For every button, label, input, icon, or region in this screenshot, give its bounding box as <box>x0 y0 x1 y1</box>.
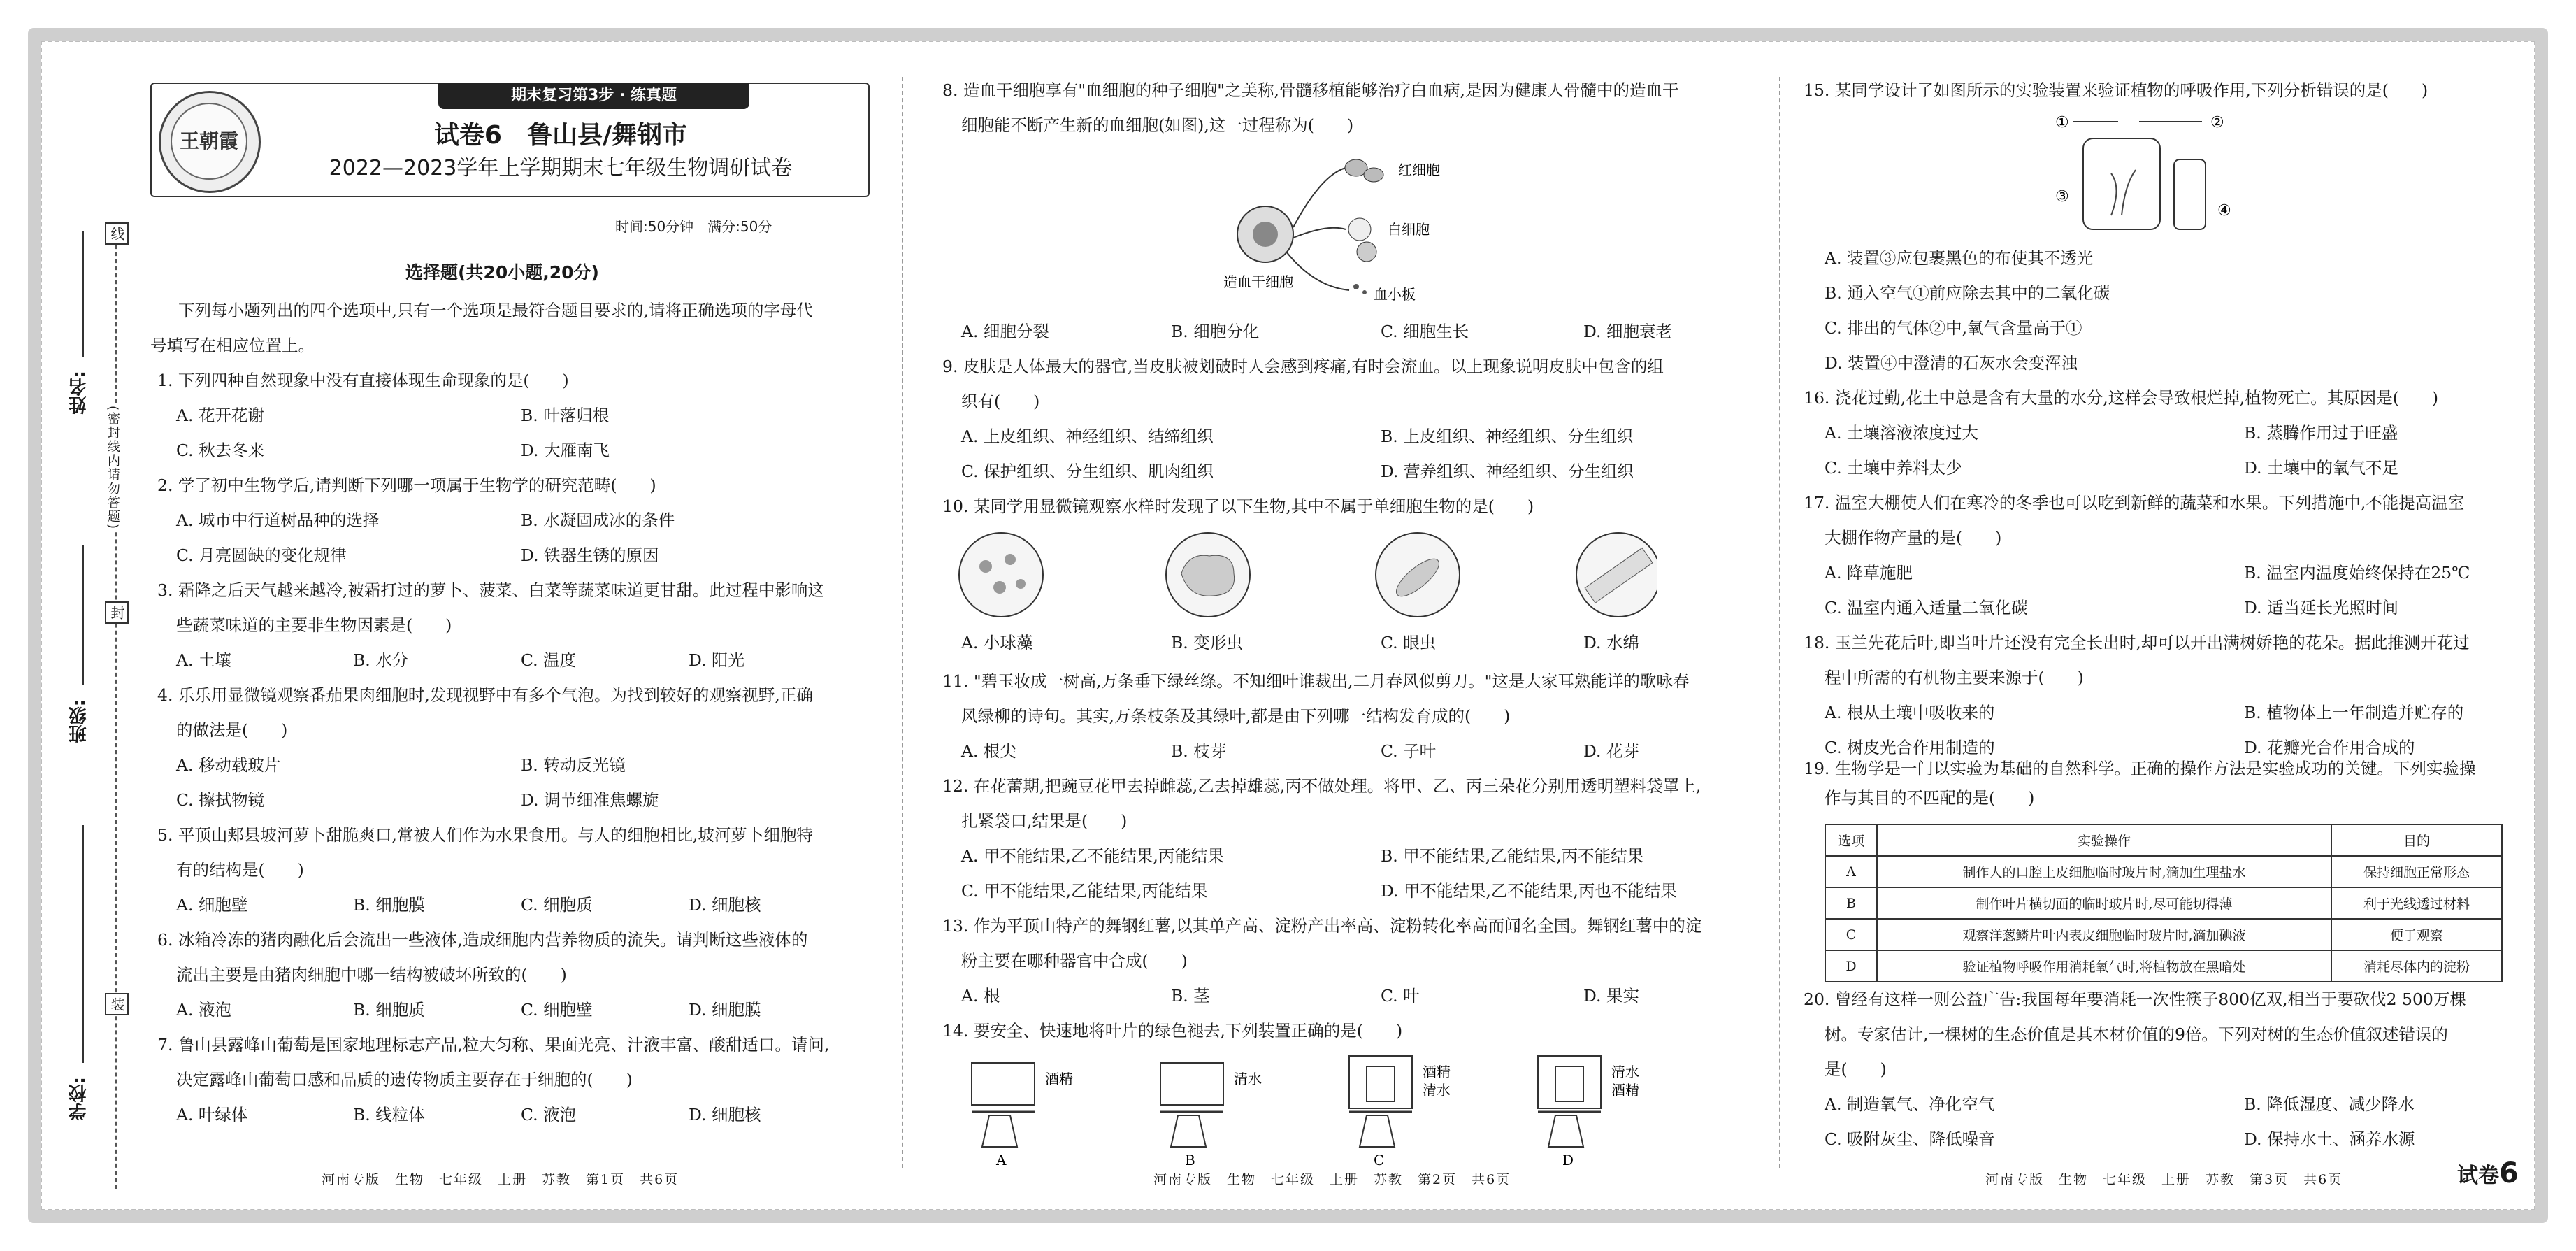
chlorella-cell-3 <box>993 581 1006 594</box>
q7-option-c[interactable]: C. 液泡 <box>521 1105 577 1124</box>
q13-stem-2: 粉主要在哪种器官中合成( ) <box>961 951 1188 971</box>
footer-page-2: 河南专版 生物 七年级 上册 苏教 第2页 共6页 <box>1153 1172 1511 1187</box>
line-tag: 线 <box>105 222 129 245</box>
paper-number <box>2457 1157 2519 1189</box>
q20-option-c[interactable]: C. 吸附灰尘、降低噪音 <box>1825 1129 1995 1149</box>
q4-option-b[interactable]: B. 转动反光镜 <box>521 755 626 775</box>
q17-stem-2: 大棚作物产量的是( ) <box>1825 528 2002 548</box>
q10-option-a[interactable]: A. 小球藻 <box>961 633 1033 652</box>
q3-option-b[interactable]: B. 水分 <box>353 650 409 670</box>
q8-label-rbc: 红细胞 <box>1398 162 1440 178</box>
q20-option-d[interactable]: D. 保持水土、涵养水源 <box>2244 1129 2415 1149</box>
platelet-shape-2 <box>1362 290 1367 294</box>
table-cell: 制作人的口腔上皮细胞临时玻片时,滴加生理盐水 <box>1877 856 2331 887</box>
q3-stem-1: 3. 霜降之后天气越来越冷,被霜打过的萝卜、菠菜、白菜等蔬菜味道更甘甜。此过程中影响这 <box>157 580 824 600</box>
q17-option-d[interactable]: D. 适当延长光照时间 <box>2244 598 2398 617</box>
q13-option-d[interactable]: D. 果实 <box>1583 986 1639 1006</box>
q1-option-b[interactable]: B. 叶落归根 <box>521 406 610 425</box>
q17-stem-1: 17. 温室大棚使人们在寒冷的冬季也可以吃到新鲜的蔬菜和水果。下列措施中,不能提高温室 <box>1804 493 2465 513</box>
q15-label-4: ④ <box>2217 202 2231 220</box>
q8-label-platelet: 血小板 <box>1374 286 1416 303</box>
q14-label-c2: 清水 <box>1423 1082 1451 1099</box>
seal-tag: 封 <box>105 601 129 624</box>
footer-page-1: 河南专版 生物 七年级 上册 苏教 第1页 共6页 <box>322 1172 679 1187</box>
q20-option-b[interactable]: B. 降低湿度、减少降水 <box>2244 1094 2415 1114</box>
apparatus-a <box>972 1063 1073 1168</box>
q13-option-c[interactable]: C. 叶 <box>1381 986 1420 1006</box>
q10-stem: 10. 某同学用显微镜观察水样时发现了以下生物,其中不属于单细胞生物的是( ) <box>942 496 1534 516</box>
q3-option-d[interactable]: D. 阳光 <box>689 650 744 670</box>
q11-stem-2: 风绿柳的诗句。其实,万条枝条及其绿叶,都是由下列哪一结构发育成的( ) <box>961 706 1511 726</box>
table-header-purpose: 目的 <box>2331 824 2502 856</box>
q13-option-b[interactable]: B. 茎 <box>1171 986 1210 1006</box>
table-row[interactable] <box>1825 856 2502 887</box>
q16-option-a[interactable]: A. 土壤溶液浓度过大 <box>1825 423 1978 443</box>
footer-page-3: 河南专版 生物 七年级 上册 苏教 第3页 共6页 <box>1985 1172 2343 1187</box>
q10-option-d[interactable]: D. 水绵 <box>1583 633 1639 652</box>
q10-option-b[interactable]: B. 变形虫 <box>1171 633 1243 652</box>
bind-tag: 装 <box>105 993 129 1015</box>
q2-stem: 2. 学了初中生物学后,请判断下列哪一项属于生物学的研究范畴( ) <box>157 476 656 495</box>
q4-option-c[interactable]: C. 擦拭物镜 <box>176 790 265 810</box>
q3-stem-2: 些蔬菜味道的主要非生物因素是( ) <box>176 615 452 635</box>
wbc-shape-1 <box>1348 218 1371 241</box>
brand-logo <box>159 91 261 193</box>
q14-label-a: 酒精 <box>1045 1071 1073 1087</box>
q17-option-c[interactable]: C. 温室内通入适量二氧化碳 <box>1825 598 2028 617</box>
burner-b <box>1171 1115 1206 1147</box>
chlorella-figure <box>959 533 1043 617</box>
q15-option-a[interactable]: A. 装置③应包裹黑色的布使其不透光 <box>1825 248 2094 268</box>
burner-a <box>982 1115 1017 1147</box>
q14-option-d[interactable]: D <box>1562 1152 1574 1168</box>
q7-stem-1: 7. 鲁山县露峰山葡萄是国家地理标志产品,粒大匀称、果面光亮、汁液丰富、酸甜适口。请问, <box>157 1035 830 1055</box>
wbc-shape-2 <box>1357 242 1376 262</box>
outer-beaker-c <box>1349 1056 1412 1108</box>
column-divider-1 <box>902 77 903 1168</box>
q9-option-a[interactable]: A. 上皮组织、神经组织、结缔组织 <box>961 427 1214 446</box>
q12-stem-2: 扎紧袋口,结果是( ) <box>961 811 1128 831</box>
q19-stem-2: 作与其目的不匹配的是( ) <box>1825 788 2035 808</box>
arrow-to-platelet <box>1286 252 1349 290</box>
q14-option-c[interactable]: C <box>1374 1152 1385 1168</box>
q9-stem-1: 9. 皮肤是人体最大的器官,当皮肤被划破时人会感到疼痛,有时会流血。以上现象说明皮肤中包含的组 <box>942 357 1664 376</box>
q11-stem-1: 11. "碧玉妆成一树高,万条垂下绿丝绦。不知细叶谁裁出,二月春风似剪刀。"这是大家耳熟能详的歌咏春 <box>942 671 1690 691</box>
q1-stem: 1. 下列四种自然现象中没有直接体现生命现象的是( ) <box>157 371 569 390</box>
q1-option-d[interactable]: D. 大雁南飞 <box>521 441 610 460</box>
q14-figures <box>958 1049 1678 1168</box>
burner-d <box>1548 1115 1583 1147</box>
q20-option-a[interactable]: A. 制造氧气、净化空气 <box>1825 1094 1995 1114</box>
paper-number-value: 6 <box>2499 1157 2519 1189</box>
q15-figure <box>2055 110 2265 243</box>
q6-option-c[interactable]: C. 细胞壁 <box>521 1000 593 1020</box>
name-underline[interactable] <box>82 231 85 357</box>
q15-option-b[interactable]: B. 通入空气①前应除去其中的二氧化碳 <box>1825 283 2110 303</box>
table-cell: 利于光线透过材料 <box>2331 887 2502 919</box>
q8-stem-1: 8. 造血干细胞享有"血细胞的种子细胞"之美称,骨髓移植能够治疗白血病,是因为健康人骨髓中的造血干 <box>942 80 1679 100</box>
q7-option-d[interactable]: D. 细胞核 <box>689 1105 761 1124</box>
q6-stem-1: 6. 冰箱冷冻的猪肉融化后会流出一些液体,造成细胞内营养物质的流失。请判断这些液体的 <box>157 930 808 950</box>
q18-stem-1: 18. 玉兰先花后叶,即当叶片还没有完全长出时,却可以开出满树娇艳的花朵。据此推测开花过 <box>1804 633 2470 652</box>
chlorella-cell-4 <box>1016 579 1026 589</box>
chlorella-cell-2 <box>1005 554 1016 565</box>
q2-option-d[interactable]: D. 铁器生锈的原因 <box>521 545 659 565</box>
q4-option-a[interactable]: A. 移动载玻片 <box>176 755 281 775</box>
q8-stem-2: 细胞能不断产生新的血细胞(如图),这一过程称为( ) <box>961 115 1354 135</box>
name-label: 姓名: <box>69 371 89 415</box>
q13-option-a[interactable]: A. 根 <box>961 986 1000 1006</box>
q8-label-wbc: 白细胞 <box>1388 221 1430 238</box>
q8-label-stem-cell: 造血干细胞 <box>1223 273 1293 290</box>
q15-label-3: ③ <box>2055 188 2069 206</box>
q14-label-c1: 酒精 <box>1423 1064 1451 1080</box>
table-cell: C <box>1825 919 1877 950</box>
q14-stem: 14. 要安全、快速地将叶片的绿色褪去,下列装置正确的是( ) <box>942 1021 1403 1041</box>
table-header-option: 选项 <box>1825 824 1877 856</box>
q18-stem-2: 程中所需的有机物主要来源于( ) <box>1825 668 2084 687</box>
q5-stem-1: 5. 平顶山郏县坡河萝卜甜脆爽口,常被人们作为水果食用。与人的细胞相比,坡河萝卜细胞特 <box>157 825 813 845</box>
table-cell: 消耗尽体内的淀粉 <box>2331 950 2502 982</box>
table-cell: 保持细胞正常形态 <box>2331 856 2502 887</box>
q12-stem-1: 12. 在花蕾期,把豌豆花甲去掉雌蕊,乙去掉雄蕊,丙不做处理。将甲、乙、丙三朵花分别用透明塑料袋罩上, <box>942 776 1701 796</box>
q4-stem-2: 的做法是( ) <box>176 720 288 740</box>
q18-option-d[interactable]: D. 花瓣光合作用合成的 <box>2244 738 2415 757</box>
burner-c <box>1360 1115 1395 1147</box>
intro-line-1: 下列每小题列出的四个选项中,只有一个选项是最符合题目要求的,请将正确选项的字母代 <box>178 301 813 320</box>
q18-option-c[interactable]: C. 树皮光合作用制造的 <box>1825 738 1995 757</box>
lime-water-bottle <box>2174 159 2206 229</box>
q1-option-a[interactable]: A. 花开花谢 <box>176 406 264 425</box>
q7-option-b[interactable]: B. 线粒体 <box>353 1105 425 1124</box>
stem-cell-nucleus <box>1253 222 1278 247</box>
q12-option-c[interactable]: C. 甲不能结果,乙能结果,丙能结果 <box>961 881 1208 901</box>
logo-text: 王朝霞 <box>171 103 247 180</box>
chlorella-cell-1 <box>979 560 992 573</box>
q8-option-d[interactable]: D. 细胞衰老 <box>1583 322 1672 341</box>
q7-option-a[interactable]: A. 叶绿体 <box>176 1105 248 1124</box>
q9-option-c[interactable]: C. 保护组织、分生组织、肌肉组织 <box>961 462 1214 481</box>
class-label: 班级: <box>69 699 89 743</box>
q2-option-a[interactable]: A. 城市中行道树品种的选择 <box>176 510 380 530</box>
rbc-shape-2 <box>1364 168 1383 182</box>
q7-stem-2: 决定露峰山葡萄口感和品质的遗传物质主要存在于细胞的( ) <box>176 1070 633 1089</box>
q6-option-a[interactable]: A. 液泡 <box>176 1000 231 1020</box>
q6-option-d[interactable]: D. 细胞膜 <box>689 1000 761 1020</box>
q5-option-b[interactable]: B. 细胞膜 <box>353 895 425 915</box>
q11-option-c[interactable]: C. 子叶 <box>1381 741 1437 761</box>
q9-stem-2: 织有( ) <box>961 392 1040 411</box>
table-row[interactable] <box>1825 919 2502 950</box>
q13-stem-1: 13. 作为平顶山特产的舞钢红薯,以其单产高、淀粉产出率高、淀粉转化率高而闻名全国。舞钢红薯中的淀 <box>942 916 1702 936</box>
q14-label-d2: 酒精 <box>1611 1082 1639 1099</box>
q4-stem-1: 4. 乐乐用显微镜观察番茄果肉细胞时,发现视野中有多个气泡。为找到较好的观察视野,正确 <box>157 685 813 705</box>
table-cell: B <box>1825 887 1877 919</box>
table-header-row <box>1825 824 2502 856</box>
q5-stem-2: 有的结构是( ) <box>176 860 304 880</box>
q20-stem-2: 树。专家估计,一棵树的生态价值是其木材价值的9倍。下列对树的生态价值叙述错误的 <box>1825 1024 2448 1044</box>
apparatus-d <box>1538 1056 1639 1168</box>
q15-stem: 15. 某同学设计了如图所示的实验装置来验证植物的呼吸作用,下列分析错误的是( ) <box>1804 80 2429 100</box>
exam-header <box>150 83 870 197</box>
paper-number-label: 试卷 <box>2457 1164 2499 1188</box>
q2-option-b[interactable]: B. 水凝固成冰的条件 <box>521 510 675 530</box>
q16-stem: 16. 浇花过勤,花土中总是含有大量的水分,这样会导致根烂掉,植物死亡。其原因是( ) <box>1804 388 2439 408</box>
exam-title: 试卷6 鲁山县/舞钢市 <box>433 121 688 150</box>
q10-figures <box>958 531 1657 622</box>
q11-option-b[interactable]: B. 枝芽 <box>1171 741 1227 761</box>
beaker-a <box>972 1063 1035 1105</box>
q20-stem-3: 是( ) <box>1825 1059 1887 1079</box>
q16-option-c[interactable]: C. 土壤中养料太少 <box>1825 458 1962 478</box>
table-row[interactable] <box>1825 887 2502 919</box>
q20-stem-1: 20. 曾经有这样一则公益广告:我国每年要消耗一次性筷子800亿双,相当于要砍伐2 500万棵 <box>1804 989 2466 1009</box>
table-cell: 便于观察 <box>2331 919 2502 950</box>
q11-option-d[interactable]: D. 花芽 <box>1583 741 1639 761</box>
q8-option-a[interactable]: A. 细胞分裂 <box>961 322 1049 341</box>
table-cell: 验证植物呼吸作用消耗氧气时,将植物放在黑暗处 <box>1877 950 2331 982</box>
q1-option-c[interactable]: C. 秋去冬来 <box>176 441 265 460</box>
apparatus-b <box>1160 1063 1262 1168</box>
inner-beaker-c <box>1367 1066 1395 1101</box>
q15-option-c[interactable]: C. 排出的气体②中,氧气含量高于① <box>1825 318 2082 338</box>
q8-option-c[interactable]: C. 细胞生长 <box>1381 322 1469 341</box>
q14-label-b: 清水 <box>1234 1071 1262 1087</box>
q4-option-d[interactable]: D. 调节细准焦螺旋 <box>521 790 659 810</box>
q12-option-b[interactable]: B. 甲不能结果,乙能结果,丙不能结果 <box>1381 846 1644 866</box>
q11-option-a[interactable]: A. 根尖 <box>961 741 1016 761</box>
q14-option-a[interactable]: A <box>996 1152 1007 1168</box>
q14-label-d1: 清水 <box>1611 1064 1639 1080</box>
q15-option-d[interactable]: D. 装置④中澄清的石灰水会变浑浊 <box>1825 353 2078 373</box>
platelet-shape-1 <box>1353 284 1359 289</box>
arrow-to-wbc <box>1293 228 1346 238</box>
q9-option-d[interactable]: D. 营养组织、神经组织、分生组织 <box>1381 462 1634 481</box>
q15-label-1: ① <box>2055 114 2069 131</box>
q18-option-b[interactable]: B. 植物体上一年制造并贮存的 <box>2244 703 2464 722</box>
exam-subtitle: 2022—2023学年上学期期末七年级生物调研试卷 <box>329 156 793 180</box>
q19-table <box>1825 824 2503 982</box>
q6-option-b[interactable]: B. 细胞质 <box>353 1000 425 1020</box>
q8-option-b[interactable]: B. 细胞分化 <box>1171 322 1260 341</box>
q16-option-d[interactable]: D. 土壤中的氧气不足 <box>2244 458 2398 478</box>
q12-option-d[interactable]: D. 甲不能结果,乙不能结果,丙也不能结果 <box>1381 881 1677 901</box>
q10-option-c[interactable]: C. 眼虫 <box>1381 633 1437 652</box>
seal-note: (密封线内请勿答题) <box>103 406 122 530</box>
table-cell: A <box>1825 856 1877 887</box>
beaker-b <box>1160 1063 1223 1105</box>
q9-option-b[interactable]: B. 上皮组织、神经组织、分生组织 <box>1381 427 1634 446</box>
bell-jar <box>2083 138 2160 229</box>
table-row[interactable] <box>1825 950 2502 982</box>
intro-line-2: 号填写在相应位置上。 <box>150 336 315 355</box>
school-underline[interactable] <box>82 825 85 1063</box>
seal-line <box>115 224 118 1189</box>
q16-option-b[interactable]: B. 蒸腾作用过于旺盛 <box>2244 423 2398 443</box>
q2-option-c[interactable]: C. 月亮圆缺的变化规律 <box>176 545 347 565</box>
q12-option-a[interactable]: A. 甲不能结果,乙不能结果,丙能结果 <box>961 846 1224 866</box>
table-cell: 观察洋葱鳞片叶内表皮细胞临时玻片时,滴加碘液 <box>1877 919 2331 950</box>
review-tab: 期末复习第3步 · 练真题 <box>438 83 749 109</box>
inner-beaker-d <box>1555 1066 1583 1101</box>
q19-stem-1: 19. 生物学是一门以实验为基础的自然科学。正确的操作方法是实验成功的关键。下列实验操 <box>1804 759 2476 778</box>
column-divider-2 <box>1779 77 1780 1168</box>
apparatus-c <box>1349 1056 1451 1168</box>
time-info: 时间:50分钟 满分:50分 <box>615 218 772 235</box>
class-underline[interactable] <box>82 545 85 685</box>
q18-option-a[interactable]: A. 根从土壤中吸收来的 <box>1825 703 1995 722</box>
q3-option-c[interactable]: C. 温度 <box>521 650 577 670</box>
table-header-operation: 实验操作 <box>1877 824 2331 856</box>
school-label: 学校: <box>69 1077 89 1121</box>
table-cell: D <box>1825 950 1877 982</box>
arrow-to-rbc <box>1293 168 1346 227</box>
q6-stem-2: 流出主要是由猪肉细胞中哪一结构被破坏所致的( ) <box>176 965 567 985</box>
q17-option-b[interactable]: B. 温室内温度始终保持在25℃ <box>2244 563 2470 582</box>
q5-option-a[interactable]: A. 细胞壁 <box>176 895 248 915</box>
outer-beaker-d <box>1538 1056 1601 1108</box>
plant <box>2111 170 2136 215</box>
q3-option-a[interactable]: A. 土壤 <box>176 650 231 670</box>
q17-option-a[interactable]: A. 降草施肥 <box>1825 563 1913 582</box>
table-cell: 制作叶片横切面的临时玻片时,尽可能切得薄 <box>1877 887 2331 919</box>
section-title: 选择题(共20小题,20分) <box>405 262 599 283</box>
q15-label-2: ② <box>2210 114 2224 131</box>
q5-option-d[interactable]: D. 细胞核 <box>689 895 761 915</box>
q14-option-b[interactable]: B <box>1185 1152 1195 1168</box>
q5-option-c[interactable]: C. 细胞质 <box>521 895 593 915</box>
q8-figure <box>1188 147 1468 308</box>
